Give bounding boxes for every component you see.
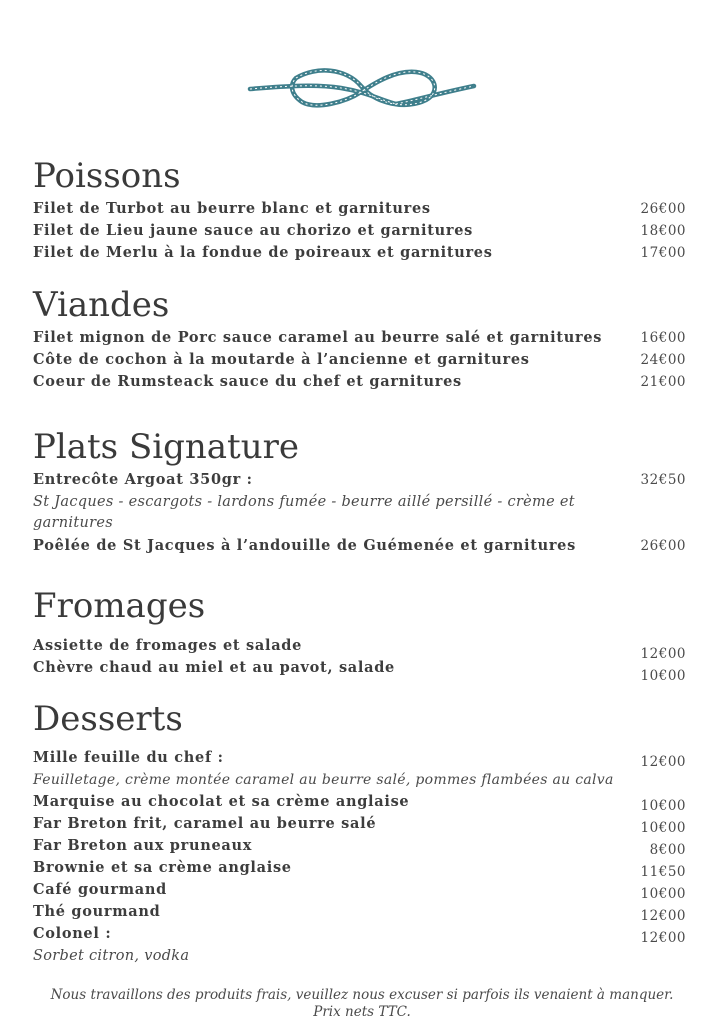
- menu-item-price: 16€00: [640, 330, 686, 346]
- menu-item: Entrecôte Argoat 350gr :: [33, 471, 253, 488]
- footer-line: Nous travaillons des produits frais, veuillez nous excuser si parfois ils venaient à manquer.: [50, 987, 674, 1003]
- menu-item-description: Sorbet citron, vodka: [33, 948, 190, 964]
- menu-item: Filet de Merlu à la fondue de poireaux et garnitures: [33, 244, 493, 261]
- section-title-poissons: Poissons: [33, 156, 181, 196]
- menu-item: Filet de Lieu jaune sauce au chorizo et garnitures: [33, 222, 474, 239]
- menu-item-price: 10€00: [640, 668, 686, 684]
- menu-item: Café gourmand: [33, 881, 167, 898]
- menu-item-price: 21€00: [640, 374, 686, 390]
- section-title-viandes: Viandes: [33, 285, 170, 325]
- menu-item: Far Breton frit, caramel au beurre salé: [33, 815, 377, 832]
- menu-item: Thé gourmand: [33, 903, 161, 920]
- menu-item-price: 8€00: [649, 842, 686, 858]
- rope-knot-icon: [246, 60, 478, 120]
- menu-item-price: 11€50: [640, 864, 686, 880]
- menu-item-price: 12€00: [640, 908, 686, 924]
- menu-item-description: St Jacques - escargots - lardons fumée - beurre aillé persillé - crème et garnitures: [33, 494, 575, 531]
- menu-item-price: 12€00: [640, 646, 686, 662]
- menu-item-price: 32€50: [640, 472, 686, 488]
- menu-item-price: 26€00: [640, 538, 686, 554]
- menu-item-price: 18€00: [640, 223, 686, 239]
- menu-item: Brownie et sa crème anglaise: [33, 859, 292, 876]
- menu-item-price: 10€00: [640, 798, 686, 814]
- menu-item: Côte de cochon à la moutarde à l’ancienne et garnitures: [33, 351, 530, 368]
- menu-item-price: 10€00: [640, 820, 686, 836]
- menu-item: Assiette de fromages et salade: [33, 637, 303, 654]
- menu-item-price: 12€00: [640, 930, 686, 946]
- menu-item: Mille feuille du chef :: [33, 749, 224, 766]
- menu-item: Far Breton aux pruneaux: [33, 837, 253, 854]
- menu-item: Filet mignon de Porc sauce caramel au beurre salé et garnitures: [33, 329, 603, 346]
- menu-item-price: 12€00: [640, 754, 686, 770]
- menu-item: Colonel :: [33, 925, 112, 942]
- section-title-plats-signature: Plats Signature: [33, 427, 299, 467]
- menu-item: Coeur de Rumsteack sauce du chef et garnitures: [33, 373, 462, 390]
- menu-item: Chèvre chaud au miel et au pavot, salade: [33, 659, 395, 676]
- menu-item: Filet de Turbot au beurre blanc et garnitures: [33, 200, 431, 217]
- menu-item-price: 26€00: [640, 201, 686, 217]
- menu-item: Poêlée de St Jacques à l’andouille de Guémenée et garnitures: [33, 537, 576, 554]
- footer-line: Prix nets TTC.: [313, 1004, 411, 1020]
- menu-item-price: 17€00: [640, 245, 686, 261]
- menu-item-description: Feuilletage, crème montée caramel au beurre salé, pommes flambées au calva: [33, 772, 614, 788]
- section-title-desserts: Desserts: [33, 699, 183, 739]
- footer-note: [20, 987, 704, 1021]
- section-title-fromages: Fromages: [33, 586, 206, 626]
- menu-item-price: 10€00: [640, 886, 686, 902]
- menu-item-price: 24€00: [640, 352, 686, 368]
- menu-item: Marquise au chocolat et sa crème anglaise: [33, 793, 410, 810]
